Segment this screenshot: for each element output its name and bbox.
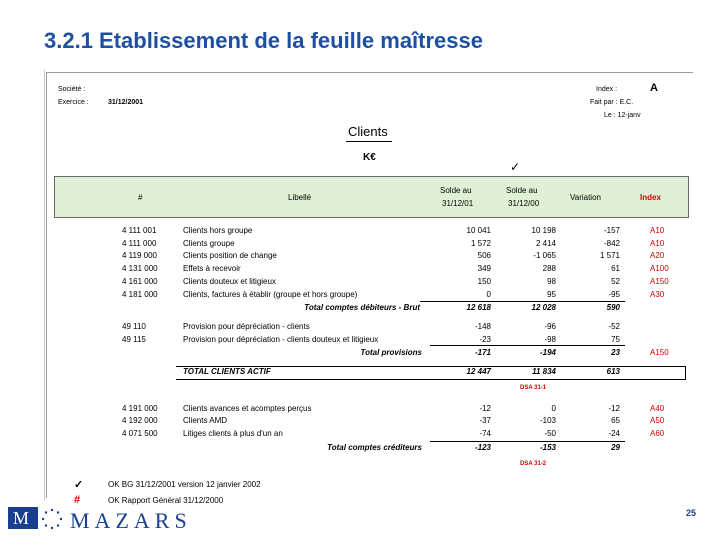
balance-2000: 288	[542, 264, 556, 274]
index-ref: A100	[650, 264, 669, 274]
total-actif-label: TOTAL CLIENTS ACTIF	[183, 367, 271, 376]
balance-2000: -98	[544, 334, 556, 344]
subtotal-rule	[430, 441, 625, 442]
balance-2000: -96	[544, 322, 556, 331]
balance-2001: 349	[477, 264, 491, 274]
variation-value: -52	[608, 322, 620, 331]
balance-2001: 506	[477, 251, 491, 261]
variation-value: -842	[603, 238, 620, 248]
col-variation: Variation	[570, 193, 601, 202]
account-number: 4 192 000	[122, 416, 158, 426]
balance-2000: 10 198	[531, 226, 556, 235]
account-label: Clients hors groupe	[183, 226, 253, 235]
index-ref: A40	[650, 404, 665, 413]
account-label: Effets à recevoir	[183, 264, 241, 274]
account-number: 49 115	[122, 334, 146, 344]
account-label: Provision pour dépréciation - clients	[183, 322, 310, 331]
footnote-hash-icon: #	[74, 494, 81, 506]
exercice-label: Exercice :	[58, 99, 89, 106]
page-number: 25	[686, 508, 697, 518]
col-libelle: Libellé	[288, 193, 312, 202]
balance-2000: -103	[539, 416, 556, 426]
variation-value: 52	[611, 276, 620, 286]
col-solde2-l2: 31/12/00	[508, 199, 540, 208]
unit-label: K€	[363, 152, 376, 163]
check-icon: ✓	[510, 160, 521, 174]
total-actif-2000: 11 834	[532, 367, 556, 376]
total-2000: -153	[539, 443, 556, 452]
balance-2000: -1 065	[533, 251, 556, 261]
account-number: 4 071 500	[122, 428, 158, 438]
variation-value: -12	[608, 404, 620, 413]
variation-value: 75	[611, 334, 620, 344]
total-2001: -123	[474, 443, 491, 452]
index-ref: A150	[650, 276, 669, 286]
account-number: 4 191 000	[122, 404, 158, 413]
total-2001: 12 618	[466, 303, 491, 312]
account-label: Litiges clients à plus d'un an	[183, 428, 283, 438]
index-label: Index :	[596, 86, 618, 93]
total-variation: 590	[606, 303, 620, 312]
sheet-title: Clients	[348, 124, 388, 139]
variation-value: 61	[611, 264, 620, 274]
balance-2001: 150	[477, 276, 491, 286]
footnote-text: OK BG 31/12/2001 version 12 janvier 2002	[108, 480, 261, 489]
account-number: 4 119 000	[122, 251, 157, 261]
balance-2001: -23	[479, 334, 491, 344]
index-ref: A20	[650, 251, 665, 261]
account-label: Provision pour dépréciation - clients douteux et litigieux	[183, 334, 379, 344]
balance-2000: 95	[547, 289, 556, 299]
sheet-border	[44, 70, 45, 500]
balance-2001: -148	[474, 322, 491, 331]
slide-title: 3.2.1 Etablissement de la feuille maîtresse	[44, 28, 483, 53]
col-solde1-l1: Solde au	[440, 186, 472, 195]
balance-2001: -12	[479, 404, 491, 413]
total-actif-variation: 613	[606, 367, 620, 376]
index-ref: A60	[650, 428, 665, 438]
mazars-logo-letter: M	[13, 508, 30, 528]
account-number: 4 111 000	[122, 238, 157, 248]
col-index: Index	[640, 193, 661, 202]
subtotal-rule	[420, 301, 625, 302]
account-number: 4 181 000	[122, 289, 158, 299]
balance-2001: -37	[479, 416, 491, 426]
account-label: Clients avances et acomptes perçus	[183, 404, 312, 413]
sheet-title-underline	[346, 141, 392, 142]
balance-2001: 1 572	[470, 238, 491, 248]
balance-2000: -50	[544, 428, 556, 438]
variation-value: 65	[611, 416, 620, 426]
index-ref: A30	[650, 289, 665, 299]
variation-value: -95	[608, 289, 620, 299]
total-variation: 23	[611, 348, 620, 357]
balance-2001: 0	[486, 289, 491, 299]
societe-label: Société :	[58, 86, 86, 93]
balance-2001: -74	[479, 428, 491, 438]
dsa-ref-1: DSA 31-1	[520, 385, 547, 391]
account-label: Clients position de change	[183, 251, 277, 261]
balance-2001: 10 041	[466, 226, 491, 235]
logo-stars-icon	[41, 508, 63, 530]
exercice-value: 31/12/2001	[108, 99, 144, 106]
account-label: Clients groupe	[183, 238, 235, 248]
total-label: Total comptes débiteurs - Brut	[304, 303, 420, 312]
col-solde1-l2: 31/12/01	[442, 199, 474, 208]
total-2000: -194	[539, 348, 556, 357]
mazars-wordmark: MAZARS	[70, 508, 192, 533]
account-number: 4 161 000	[122, 276, 158, 286]
account-label: Clients, factures à établir (groupe et hors groupe)	[183, 289, 358, 299]
col-solde2-l1: Solde au	[506, 186, 538, 195]
account-number: 4 131 000	[122, 264, 158, 274]
index-ref: A10	[650, 226, 665, 235]
total-label: Total comptes créditeurs	[327, 443, 422, 452]
footnote-text: OK Rapport Général 31/12/2000	[108, 496, 224, 505]
balance-2000: 98	[547, 276, 556, 286]
total-variation: 29	[611, 443, 620, 452]
balance-2000: 0	[551, 404, 556, 413]
variation-value: -157	[603, 226, 620, 235]
total-label: Total provisions	[360, 348, 422, 357]
dsa-ref-2: DSA 31-2	[520, 461, 547, 467]
col-hash: #	[138, 193, 143, 202]
account-number: 4 111 001	[122, 226, 157, 235]
index-ref: A10	[650, 238, 665, 248]
account-number: 49 110	[122, 322, 146, 331]
date-label: Le : 12-janv	[604, 112, 641, 119]
index-value: A	[650, 82, 658, 94]
fait-par-label: Fait par : E.C.	[590, 99, 634, 106]
index-ref: A50	[650, 416, 665, 426]
footnote-check-icon: ✓	[74, 479, 84, 491]
variation-value: -24	[608, 428, 620, 438]
total-2000: 12 028	[531, 303, 556, 312]
balance-2000: 2 414	[535, 238, 556, 248]
total-2001: -171	[474, 348, 491, 357]
total-actif-2001: 12 447	[466, 367, 491, 376]
index-ref: A150	[650, 348, 669, 357]
account-label: Clients AMD	[183, 416, 228, 426]
account-label: Clients douteux et litigieux	[183, 276, 276, 286]
variation-value: 1 571	[599, 251, 620, 261]
subtotal-rule	[430, 345, 625, 346]
